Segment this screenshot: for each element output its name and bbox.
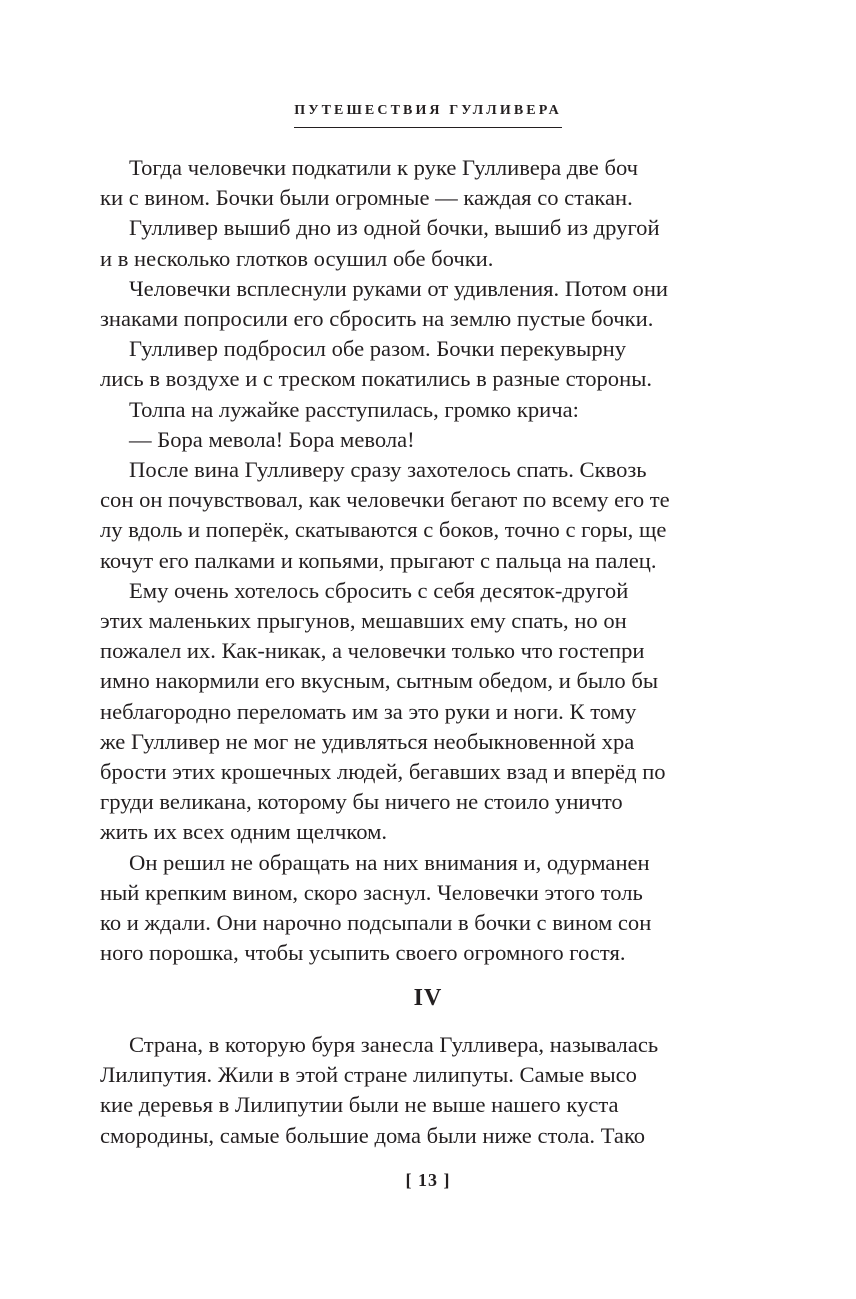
- paragraph: Страна, в которую буря занесла Гулливера, называлась Лилипутия. Жили в этой стране лилипуты. Самые высо кие деревья в Лилипутии были не выше нашего куста смородины, самые большие дома были ниже стола. Тако: [100, 1032, 659, 1148]
- paragraph: Он решил не обращать на них внимания и, одурманен ный крепким вином, скоро заснул. Человечки этого толь ко и ждали. Они нарочно подсыпали в бочки с вином сон ного порошка, чтобы усыпить своего огромного гостя.: [100, 849, 652, 966]
- chapter-heading: IV: [413, 985, 443, 1011]
- paragraph: Гулливер вышиб дно из одной бочки, вышиб из другой и в несколько глотков осушил обе бочки.: [100, 215, 660, 271]
- paragraph: Толпа на лужайке расступилась, громко крича:: [129, 396, 579, 422]
- chapter-text-before: [100, 153, 714, 968]
- paragraph: После вина Гулливеру сразу захотелось спать. Сквозь сон он почувствовал, как человечки бегают по всему его те лу вдоль и поперёк, скатываются с боков, точно с горы, ще кочут его палками и копьями, прыгают с пальца на палец.: [100, 457, 670, 573]
- running-title: ПУТЕШЕСТВИЯ ГУЛЛИВЕРА: [294, 104, 562, 128]
- paragraph: Гулливер подбросил обе разом. Бочки перекувырну лись в воздухе и с треском покатились в разные стороны.: [100, 336, 653, 392]
- running-header: [0, 101, 856, 128]
- dialogue-line: — Бора мевола! Бора мевола!: [129, 426, 415, 452]
- paragraph: Тогда человечки подкатили к руке Гулливера две боч ки с вином. Бочки были огромные — каждая со стакан.: [100, 155, 639, 211]
- page-number: [ 13 ]: [405, 1170, 451, 1190]
- paragraph: Человечки всплеснули руками от удивления. Потом они знаками попросили его сбросить на землю пустые бочки.: [100, 275, 669, 332]
- paragraph: Ему очень хотелось сбросить с себя десяток-другой этих маленьких прыгунов, мешавших ему спать, но он пожалел их. Как-никак, а человечки только что гостепри имно накормили его вкусным, сытным обедом, и было бы неблагородно переломать им за это руки и ноги. К тому же Гулливер не мог не удивляться необыкновенной хра брости этих крошечных людей, бегавших взад и вперёд по груди великана, которому бы ничего не стоило уничто жить их всех одним щелчком.: [100, 577, 666, 845]
- chapter-text-after: [100, 1030, 714, 1151]
